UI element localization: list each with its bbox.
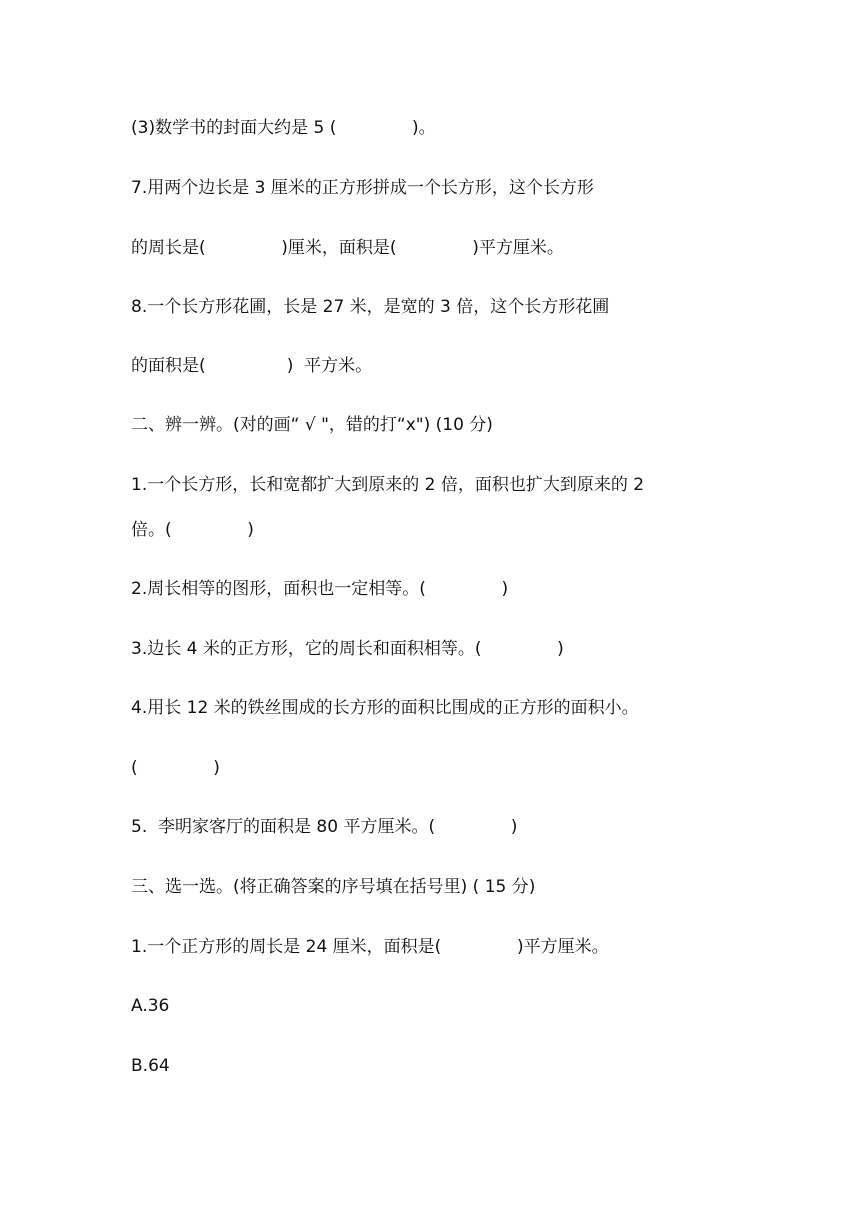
question-judge-5: 5. 李明家客厅的面积是 80 平方厘米。( ): [131, 817, 518, 837]
question-fill-3: (3)数学书的封面大约是 5 ( )。: [131, 118, 436, 138]
question-fill-8-line-2: 的面积是( ) 平方米。: [131, 356, 373, 376]
question-judge-4-line-2: ( ): [131, 758, 220, 778]
question-judge-4-line-1: 4.用长 12 米的铁丝围成的长方形的面积比围成的正方形的面积小。: [131, 698, 639, 718]
section-3-heading: 三、选一选。(将正确答案的序号填在括号里) ( 15 分): [131, 877, 536, 897]
question-judge-2: 2.周长相等的图形，面积也一定相等。( ): [131, 579, 509, 599]
question-choice-1: 1.一个正方形的周长是 24 厘米，面积是( )平方厘米。: [131, 937, 609, 957]
section-2-heading: 二、辨一辨。(对的画“ √ "，错的打“x") (10 分): [131, 415, 493, 435]
question-judge-1-line-1: 1.一个长方形，长和宽都扩大到原来的 2 倍，面积也扩大到原来的 2: [131, 475, 645, 495]
choice-option-a: A.36: [131, 996, 170, 1016]
choice-option-b: B.64: [131, 1056, 170, 1076]
question-judge-1-line-2: 倍。( ): [131, 520, 254, 540]
question-fill-7-line-1: 7.用两个边长是 3 厘米的正方形拼成一个长方形，这个长方形: [131, 178, 594, 198]
question-fill-7-line-2: 的周长是( )厘米，面积是( )平方厘米。: [131, 238, 564, 258]
question-fill-8-line-1: 8.一个长方形花圃，长是 27 米，是宽的 3 倍，这个长方形花圃: [131, 297, 610, 317]
question-judge-3: 3.边长 4 米的正方形，它的周长和面积相等。( ): [131, 639, 564, 659]
